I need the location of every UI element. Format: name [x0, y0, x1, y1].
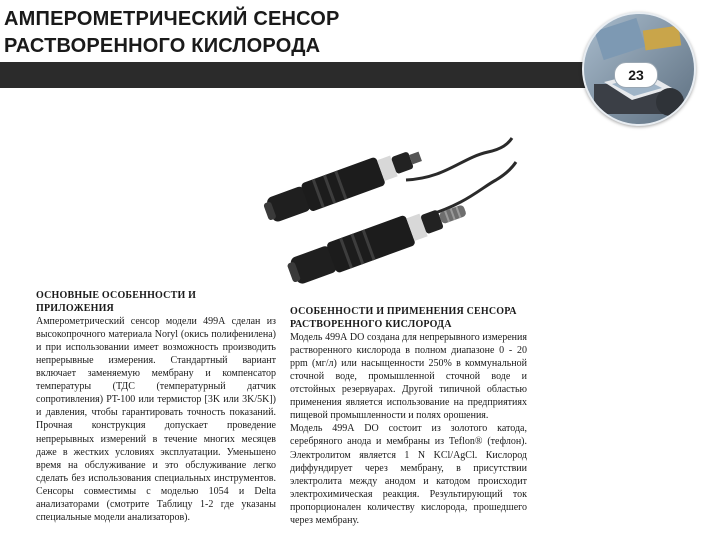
slide-title-line-1: АМПЕРОМЕТРИЧЕСКИЙ СЕНСОР — [4, 8, 340, 30]
slide-title-line-2: РАСТВОРЕННОГО КИСЛОРОДА — [4, 35, 321, 57]
title-underline-bar — [0, 62, 600, 88]
features-heading-line-2: ПРИЛОЖЕНИЯ — [36, 303, 114, 315]
sensor-body-text-1: Модель 499А DO создана для непрерывного измерения растворенного кислорода в полном диапазоне 0 - 20 ppm (мг/л) или насыщенности 250% в коммунальной сточной воде, промышленной сточной воде и отстойных резервуарах. Другой типичной областью применения является использование на предприятиях пищевой промышленности и полях орошения. — [290, 332, 527, 422]
features-heading-line-1: ОСНОВНЫЕ ОСОБЕННОСТИ И — [36, 290, 197, 301]
sensor-description-column — [290, 305, 527, 527]
sensor-body-text-2: Модель 499А DO состоит из золотого катода, серебряного анода и мембраны из Teflon® (тефлон). Электролитом является 1 N KCl/AgCl. Кислород диффундирует через мембрану, в присутствии электролита между анодом и катодом происходит электрохимическая реакция. Результирующий ток пропорционален количеству кислорода, прошедшего через мембрану. — [290, 423, 527, 526]
dissolved-oxygen-sensor-photo — [256, 118, 518, 292]
features-body-text: Амперометрический сенсор модели 499А сделан из высокопрочного материала Noryl (окись полифенилена) и при использовании имеет возможность производить непрерывные измерения. Стандартный вариант включает заменяемую мембрану и компенсатор температуры (ТДС (температурный датчик сопротивления) PT-100 или термистор [3K или 3K/5K]) и давления, чтобы гарантировать точность показаний. Прочная конструкция допускает проведение непрерывных измерений в течение многих месяцев даже в жестких условиях эксплуатации. Уменьшено время на обслуживание и это обслуживание легко сделать без использования специальных инструментов. Сенсоры совместимы с моделью 1054 и Delta анализаторами (смотрите Таблицу 1-2 где указаны специальные модели анализаторов). — [36, 316, 276, 523]
sensor-heading-line-1: ОСОБЕННОСТИ И ПРИМЕНЕНИЯ СЕНСОРА — [290, 306, 517, 317]
sensor-heading-line-2: РАСТВОРЕННОГО КИСЛОРОДА — [290, 319, 452, 331]
slide-title — [4, 6, 564, 60]
page-number-badge: 23 — [614, 62, 658, 88]
features-applications-column — [36, 289, 276, 524]
